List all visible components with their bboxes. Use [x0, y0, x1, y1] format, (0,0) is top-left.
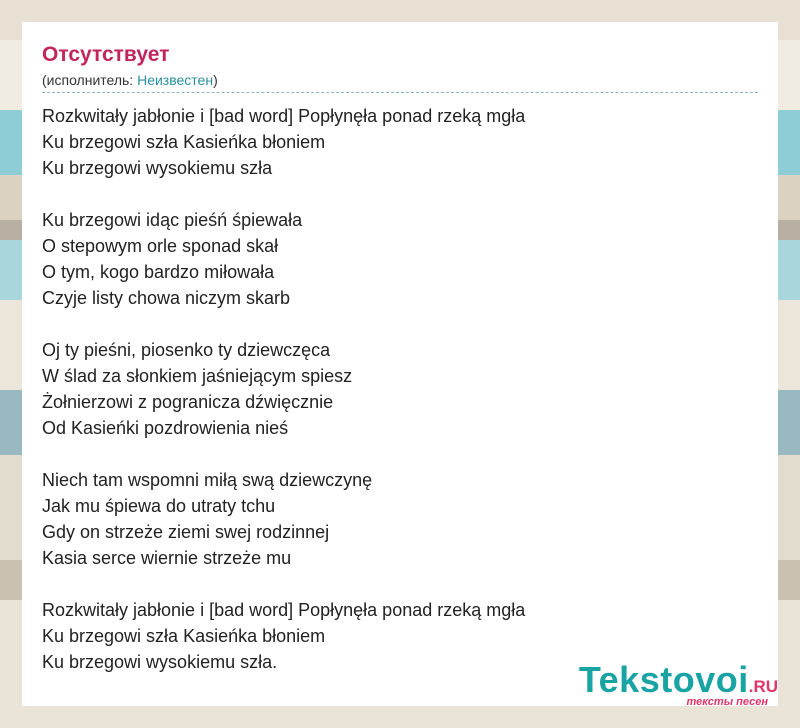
- lyric-line: O tym, kogo bardzo miłowała: [42, 262, 275, 282]
- artist-suffix: ): [213, 72, 218, 88]
- lyric-line: Ku brzegowi wysokiemu szła.: [42, 652, 278, 672]
- lyric-line: Ku brzegowi szła Kasieńka błoniem: [42, 132, 326, 152]
- stanza-break: [42, 441, 758, 467]
- stanza-break: [42, 311, 758, 337]
- artist-line: [42, 70, 758, 93]
- lyric-line: Jak mu śpiewa do utraty tchu: [42, 496, 276, 516]
- artist-prefix: (исполнитель:: [42, 72, 138, 88]
- lyric-line: Ku brzegowi szła Kasieńka błoniem: [42, 626, 326, 646]
- lyric-line: Czyje listy chowa niczym skarb: [42, 288, 291, 308]
- lyric-line: Ku brzegowi wysokiemu szła: [42, 158, 273, 178]
- logo-subtitle: тексты песен: [686, 696, 768, 708]
- lyric-line: Rozkwitały jabłonie i [bad word] Popłynęła ponad rzeką mgła: [42, 106, 526, 126]
- logo-domain-suffix: .RU: [748, 677, 778, 696]
- logo-main-text: Tekstovoi: [578, 659, 749, 700]
- lyric-line: W ślad za słonkiem jaśniejącym spiesz: [42, 366, 353, 386]
- song-title: Отсутствует: [42, 43, 170, 66]
- stanza-break: [42, 181, 758, 207]
- artist-link[interactable]: Неизвестен: [137, 72, 214, 88]
- lyrics-body: [42, 103, 758, 675]
- logo-wordmark: [578, 659, 778, 700]
- lyric-line: Ku brzegowi idąc pieśń śpiewała: [42, 210, 303, 230]
- lyric-line: Kasia serce wiernie strzeże mu: [42, 548, 292, 568]
- lyric-line: Rozkwitały jabłonie i [bad word] Popłynęła ponad rzeką mgła: [42, 600, 526, 620]
- lyric-line: Gdy on strzeże ziemi swej rodzinnej: [42, 522, 330, 542]
- lyric-line: O stepowym orle sponad skał: [42, 236, 279, 256]
- site-logo[interactable]: [578, 659, 778, 708]
- lyrics-card: [22, 22, 778, 706]
- lyric-line: Żołnierzowi z pogranicza dźwięcznie: [42, 392, 334, 412]
- lyric-line: Oj ty pieśni, piosenko ty dziewczęca: [42, 340, 331, 360]
- lyric-line: Od Kasieńki pozdrowienia nieś: [42, 418, 289, 438]
- stanza-break: [42, 571, 758, 597]
- lyric-line: Niech tam wspomni miłą swą dziewczynę: [42, 470, 373, 490]
